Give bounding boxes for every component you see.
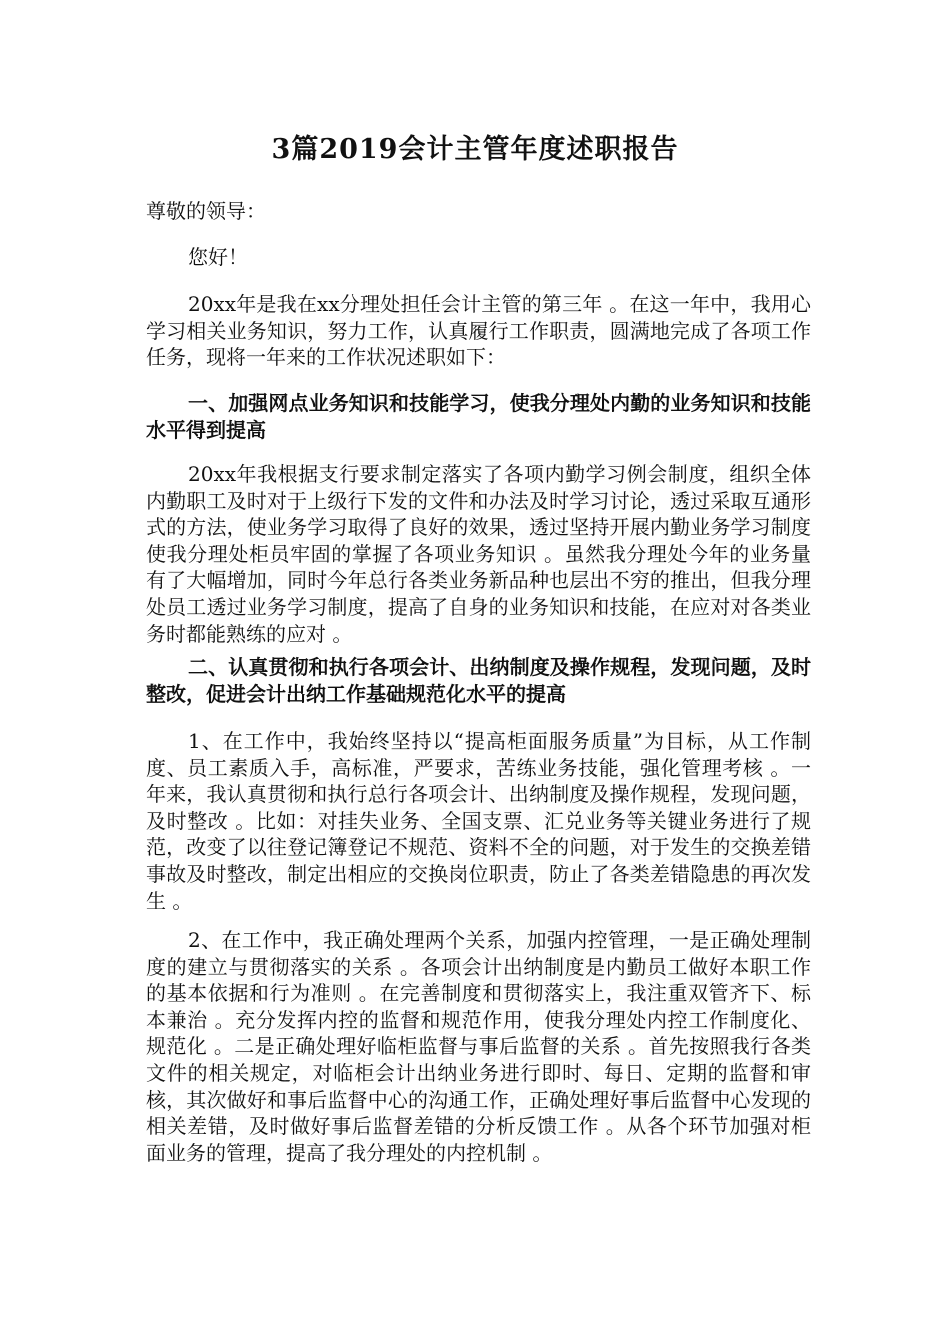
document-title: 3篇2019会计主管年度述职报告 (271, 134, 679, 165)
section-paragraph: 20xx年我根据支行要求制定落实了各项内勤学习例会制度，组织全体内勤职工及时对于上级行下发的文件和办法及时学习讨论，透过采取互通形式的方法，使业务学习取得了良好的效果，透过坚持开展内勤业务学习制度使我分理处柜员牢固的掌握了各项业务知识 。虽然我分理处今年的业务量有了大幅增加，同时今年总行各类业务新品种也层出不穷的推出，但我分理处员工透过业务学习制度，提高了自身的业务知识和技能，在应对对各类业务时都能熟练的应对 。 (146, 462, 811, 646)
section-paragraph: 1、在工作中，我始终坚持以“提高柜面服务质量”为目标，从工作制度、员工素质入手，高标准，严要求，苦练业务技能，强化管理考核 。一年来，我认真贯彻和执行总行各项会计、出纳制度及操作规程，发现问题，及时整改 。比如：对挂失业务、全国支票、汇兑业务等关键业务进行了规范，改变了以往登记簿登记不规范、资料不全的问题，对于发生的交换差错事故及时整改，制定出相应的交换岗位职责，防止了各类差错隐患的再次发生 。 (146, 729, 811, 913)
salutation: 尊敬的领导： (146, 199, 266, 223)
section-paragraph: 2、在工作中，我正确处理两个关系，加强内控管理，一是正确处理制度的建立与贯彻落实的关系 。各项会计出纳制度是内勤员工做好本职工作的基本依据和行为准则 。在完善制度和贯彻落实上，我注重双管齐下、标本兼治 。充分发挥内控的监督和规范作用，使我分理处内控工作制度化、规范化 。二是正确处理好临柜监督与事后监督的关系 。首先按照我行各类文件的相关规定，对临柜会计出纳业务进行即时、每日、定期的监督和审核，其次做好和事后监督中心的沟通工作，正确处理好事后监督中心发现的相关差错，及时做好事后监督差错的分析反馈工作 。从各个环节加强对柜面业务的管理，提高了我分理处的内控机制 。 (146, 928, 811, 1165)
intro-paragraph: 20xx年是我在xx分理处担任会计主管的第三年 。在这一年中，我用心学习相关业务知识，努力工作，认真履行工作职责，圆满地完成了各项工作任务，现将一年来的工作状况述职如下： (146, 292, 811, 370)
section-heading: 二、认真贯彻和执行各项会计、出纳制度及操作规程，发现问题，及时整改，促进会计出纳工作基础规范化水平的提高 (146, 655, 811, 706)
greeting: 您好！ (188, 245, 248, 269)
section-heading: 一、加强网点业务知识和技能学习，使我分理处内勤的业务知识和技能水平得到提高 (146, 391, 811, 442)
